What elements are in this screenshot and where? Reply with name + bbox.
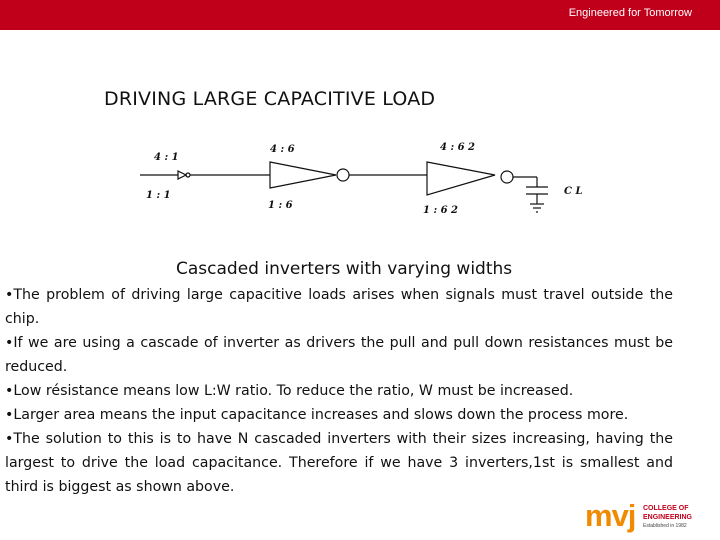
college-logo <box>585 496 705 534</box>
cascaded-inverters-diagram <box>140 138 600 223</box>
label-stage3-bottom: 1 : 6 2 <box>423 205 459 216</box>
bullet-item: •The solution to this is to have N cascaded inverters with their sizes increasing, having the largest to drive the load capacitance. Therefore if we have 3 inverters,1st is smallest and third is biggest as shown above. <box>5 431 673 495</box>
logo-mark: mvj <box>585 498 636 533</box>
label-load: C L <box>564 186 583 197</box>
bullet-item: •Larger area means the input capacitance increases and slows down the process more. <box>5 407 629 423</box>
inverter-3 <box>427 162 495 195</box>
bullet-item: •If we are using a cascade of inverter as drivers the pull and pull down resistances must be reduced. <box>5 335 673 375</box>
bullet-item: •The problem of driving large capacitive loads arises when signals must travel outside the chip. <box>5 287 673 327</box>
header-tagline: Engineered for Tomorrow <box>568 7 692 19</box>
logo-line1: COLLEGE OF <box>643 505 689 512</box>
logo-line2: ENGINEERING <box>643 514 693 521</box>
bullet-list <box>5 283 673 499</box>
slide-title: DRIVING LARGE CAPACITIVE LOAD <box>104 88 436 110</box>
label-stage1-top: 4 : 1 <box>154 152 179 163</box>
inverter-3-bubble <box>501 171 513 183</box>
label-stage2-top: 4 : 6 <box>270 144 295 155</box>
header-bar <box>0 0 720 30</box>
logo-line3: Established in 1982 <box>643 523 687 529</box>
inverter-1 <box>178 171 186 179</box>
inverter-2-bubble <box>337 169 349 181</box>
label-stage3-top: 4 : 6 2 <box>440 142 476 153</box>
inverter-2 <box>270 162 336 188</box>
label-stage1-bottom: 1 : 1 <box>146 190 171 201</box>
figure-caption: Cascaded inverters with varying widths <box>176 259 513 279</box>
bullet-item: •Low résistance means low L:W ratio. To reduce the ratio, W must be increased. <box>5 383 574 399</box>
label-stage2-bottom: 1 : 6 <box>268 200 293 211</box>
